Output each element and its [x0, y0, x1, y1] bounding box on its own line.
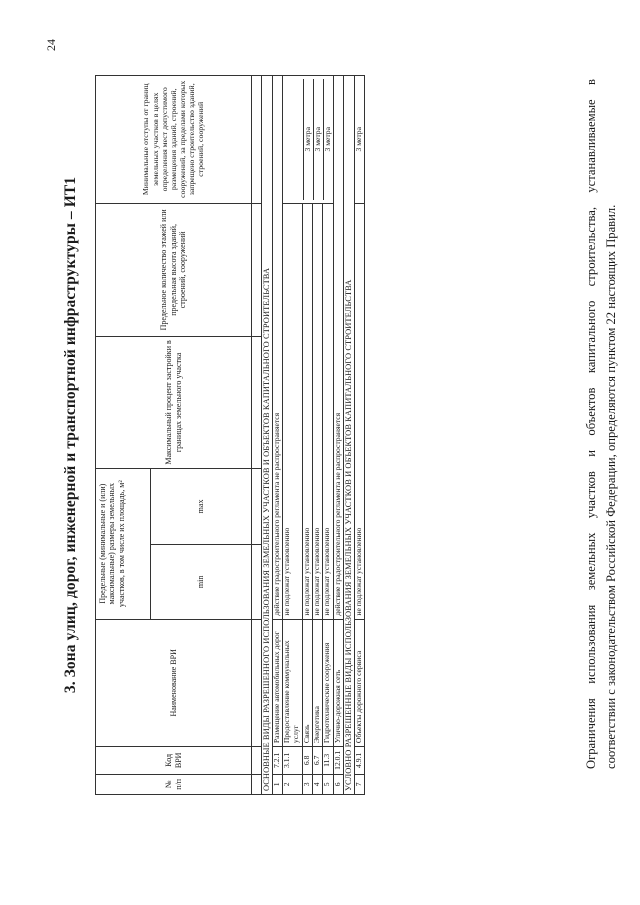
row-value: не подлежат установлению: [282, 203, 302, 619]
header-code: Код ВРИ: [96, 747, 252, 775]
section-main-row: [262, 76, 273, 795]
row-offset-merged: [282, 76, 333, 204]
row-name: Связь: [302, 619, 312, 746]
row-code: 3.1.1: [282, 747, 302, 775]
table-row: [282, 76, 302, 795]
row-name: Предоставление коммунальных услуг: [282, 619, 302, 746]
row-name: Энергетика: [312, 619, 322, 746]
header-min: min: [151, 545, 252, 619]
note-line-1: Ограничения использования земельных участков и объектов капитального строительства, устанавливаемые в: [584, 79, 598, 769]
row-name: Улично-дорожная сеть: [333, 619, 343, 746]
header-name: Наименование ВРИ: [96, 619, 252, 746]
row-code: 6.8: [302, 747, 312, 775]
row-code: 4.9.1: [354, 747, 364, 775]
header-max: max: [151, 468, 252, 544]
table-row: [272, 76, 282, 795]
row-num: 2: [282, 774, 302, 794]
row-name: Объекты дорожного сервиса: [354, 619, 364, 746]
regulations-table: [95, 75, 365, 795]
row-num: 4: [312, 774, 322, 794]
table-header-row: [96, 76, 151, 795]
row-name: Размещение автомобильных дорог: [272, 619, 282, 746]
section-main-title: ОСНОВНЫЕ ВИДЫ РАЗРЕШЕННОГО ИСПОЛЬЗОВАНИЯ ЗЕМЕЛЬНЫХ УЧАСТКОВ И ОБЪЕКТОВ КАПИТАЛЬНОГО СТРОИТЕЛЬСТВА: [262, 76, 273, 795]
row-num: 3: [302, 774, 312, 794]
header-num: № п/п: [96, 774, 252, 794]
header-size: Предельные (минимальные и (или) максимальные) размеры земельных участков, в том числе их площадь, м²: [96, 468, 151, 619]
header-offset: Минимальные отступы от границ земельных участков в целях определения мест допустимого размещения зданий, строений, сооружений, за пределами которых запрещено строительство зданий, строений, сооружений: [96, 76, 252, 204]
page-title: 3. Зона улиц, дорог, инженерной и транспортной инфраструктуры – ИТ1: [62, 176, 79, 694]
row-num: 5: [323, 774, 333, 794]
row-code: 11.3: [323, 747, 333, 775]
offset-value: 3 метра: [314, 79, 324, 200]
table-row: [354, 76, 364, 795]
offset-value: 3 метра: [304, 79, 314, 200]
header-floors: Предельное количество этажей или предельная высота зданий, строений, сооружений: [96, 203, 252, 337]
row-code: 7.2.1: [272, 747, 282, 775]
section-conditional-title: УСЛОВНО РАЗРЕШЕННЫЕ ВИДЫ ИСПОЛЬЗОВАНИЯ ЗЕМЕЛЬНЫХ УЧАСТКОВ И ОБЪЕКТОВ КАПИТАЛЬНОГО СТРОИТЕЛЬСТВА: [343, 76, 354, 795]
row-value: действие градостроительного регламента не распространяется: [333, 76, 343, 620]
row-value: не подлежат установлению: [354, 203, 364, 619]
row-value: не подлежат установлению: [323, 203, 333, 619]
spacer-row: [252, 76, 262, 795]
row-num: 7: [354, 774, 364, 794]
row-code: 6.7: [312, 747, 322, 775]
row-value: не подлежат установлению: [312, 203, 322, 619]
row-num: 1: [272, 774, 282, 794]
row-value: не подлежат установлению: [302, 203, 312, 619]
row-num: 6: [333, 774, 343, 794]
note-line-2: соответствии с законодательством Российской Федерации, определяются пунктом 22 настоящих Правил.: [604, 204, 618, 769]
row-name: Гидротехнические сооружения: [323, 619, 333, 746]
row-code: 12.0.1: [333, 747, 343, 775]
table-row: [333, 76, 343, 795]
row-offset: 3 метра: [354, 76, 364, 204]
section-conditional-row: [343, 76, 354, 795]
row-value: действие градостроительного регламента не распространяется: [272, 76, 282, 620]
offset-value: 3 метра: [322, 127, 332, 152]
header-percent: Максимальный процент застройки в границах земельного участка: [96, 337, 252, 469]
page-number: 24: [44, 39, 58, 51]
